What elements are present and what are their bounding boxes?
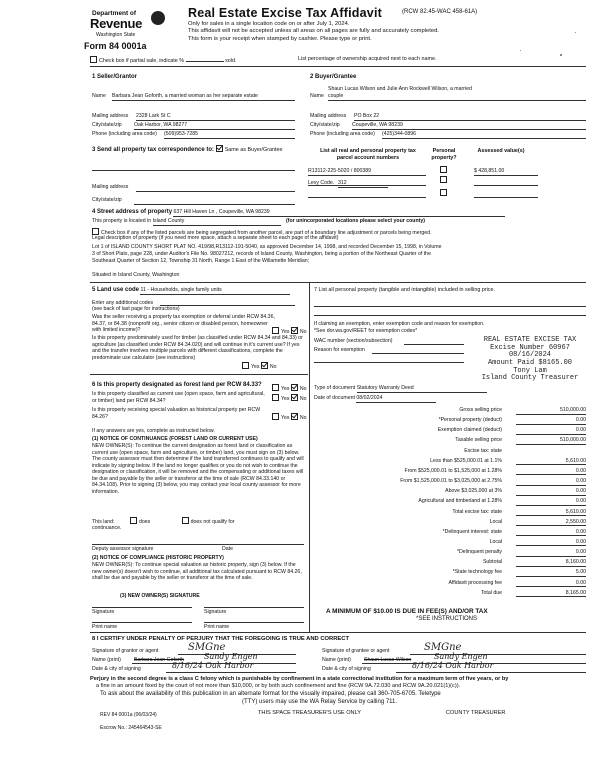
tax-row-label: Total due <box>480 589 502 596</box>
escrow-label: Escrow No.: <box>100 725 127 731</box>
continuance-label: continuance. <box>92 525 122 531</box>
buyer-name-label: Name <box>310 93 324 99</box>
parcel-number-field[interactable]: R13112-225-5020 / 800389 <box>308 168 426 176</box>
owner-print-line-2 <box>204 622 304 623</box>
section5-divider <box>90 374 308 375</box>
tax-row-value[interactable]: 5,610.00 <box>516 458 586 466</box>
timber-question: Is this property predominately used for timber (as classified under RCW 84.34 and 84.33) or agriculture (as classified under RCW 84.34.020) and will continue in it's current use? If yes and the transfer involves multiple parcels with different classifications, complete the predominate use calculator (see instructions) <box>92 335 303 361</box>
notice1-text: NEW OWNER(S): To continue the current designation as forest land or classification as current use (open space, farm and agriculture, or timber) land, you must sign on (3) below. The county assessor must then determine if the land transferred continues to qualify and will indicate by signing below. If the land no longer qualifies or you do not wish to continue the designation or classification, it will be removed and the compensating or additional taxes will be due and payable by the seller or transferor at the time of sale (RCW 84.33.140 or 84.34.108). Prior to signing (3) below, you may contact your local county assessor for more information. <box>92 443 304 495</box>
see-back-note: (see back of last page for instructions) <box>92 306 180 312</box>
tax-row <box>322 458 586 467</box>
grantor-date-label: Date & city of signing <box>92 666 141 672</box>
grantee-date-hand[interactable]: 8/16/24 Oak Harbor <box>412 661 494 670</box>
q6a-yes-checkbox[interactable] <box>272 384 279 391</box>
section7-line-1 <box>314 306 586 307</box>
deputy-sig-label: Deputy assessor signature <box>92 546 154 552</box>
grantee-date-line <box>396 672 586 673</box>
section4-heading: 4 Street address of property <box>92 209 173 215</box>
section4-divider <box>90 282 586 283</box>
grantor-print-hand[interactable]: Sandy Engen <box>204 652 258 661</box>
reason-line <box>372 353 464 354</box>
tax-row-label: Local <box>489 518 502 525</box>
doc-date-label: Date of document <box>314 395 355 401</box>
seller-name-field[interactable]: Barbara Jean Goforth, a married woman as her separate estate <box>112 93 295 101</box>
column-divider <box>309 282 310 632</box>
owner-print-line-1 <box>92 622 192 623</box>
county-treasurer-label: COUNTY TREASURER <box>446 710 506 716</box>
see-instructions: *SEE INSTRUCTIONS <box>416 616 478 622</box>
located-row <box>92 218 425 226</box>
q6a-no-label: No <box>299 386 307 392</box>
located-county-field[interactable]: Island County <box>153 218 281 226</box>
tax-row-label: Gross selling price <box>459 407 502 413</box>
owner-sig-line-1 <box>92 607 192 608</box>
tax-row <box>322 498 586 507</box>
tax-row-value[interactable]: 0.00 <box>516 498 586 506</box>
tax-row-value[interactable]: 5,610.00 <box>516 509 586 517</box>
answer-note: If any answers are yes, complete as instructed below. <box>92 428 215 434</box>
owner-signature-label-2: Signature <box>204 609 227 615</box>
perjury-line1: Perjury in the second degree is a class C felony which is punishable by confinement in a state correctional institution for a maximum term of five years, or by <box>90 676 509 682</box>
partial-sale-row <box>90 56 237 65</box>
owner-print-label-1: Print name <box>92 624 118 630</box>
street-address-field[interactable]: 637 Hill Haven Ln , Coupeville, WA 98239 <box>173 209 505 217</box>
tax-row <box>322 590 586 599</box>
parcel-line-3 <box>308 197 426 198</box>
tax-row-label: Excise tax: state <box>464 447 502 454</box>
section3-city-line <box>134 204 295 205</box>
grantee-date-label: Date & city of signing <box>322 666 371 672</box>
grantee-print-hand[interactable]: Sandy Engen <box>434 652 488 661</box>
segregated-checkbox[interactable] <box>92 228 99 235</box>
seller-phone-label: Phone (including area code) <box>92 131 157 137</box>
deputy-sig-line <box>92 544 304 545</box>
tax-row-value[interactable]: 2,550.00 <box>516 519 586 527</box>
tax-row-label: *Delinquent penalty <box>457 549 502 556</box>
doc-type-field[interactable]: Statutory Warranty Deed <box>357 385 487 393</box>
q6a-yes-label: Yes <box>281 386 290 392</box>
doc-date-field[interactable]: 08/02/2024 <box>356 395 436 403</box>
tax-row-label: Affidavit processing fee <box>448 579 502 586</box>
tax-row <box>322 427 586 436</box>
tax-row-value[interactable]: 0.00 <box>516 427 586 435</box>
partial-sale-label: Check box if partial sale, indicate % <box>99 58 185 64</box>
section4-street-row <box>92 209 505 217</box>
tax-row <box>322 569 586 578</box>
q6b-no-label: No <box>299 396 307 402</box>
buyer-city-label: City/state/zip <box>310 122 340 128</box>
section3-heading-text: 3 Send all property tax correspondence to: <box>92 147 215 153</box>
request-line1: To ask about the availability of this publication in an alternate format for the visually impaired, please call 360-705-6705. Teletype <box>100 691 441 697</box>
sold-label: sold. <box>225 58 237 64</box>
tax-row-label: *Delinquent interest: state <box>442 528 502 535</box>
personal-property-checkbox-2[interactable] <box>440 176 447 183</box>
buyer-mailing-field[interactable]: PO Box 22 <box>354 113 586 121</box>
stamp-line6: Island County Treasurer <box>481 374 579 383</box>
owner-print-label-2: Print name <box>204 624 230 630</box>
section7-line-2 <box>314 315 586 316</box>
section7-heading: 7 List all personal property (tangible and intangible) included in selling price. <box>314 287 495 293</box>
header-note3: This form is your receipt when stamped by cashier. Please type or print. <box>188 36 372 42</box>
q2-yes-label: Yes <box>251 364 260 370</box>
grantor-name-label: Name (print) <box>92 657 121 663</box>
unincorporated-note: (for unincorporated locations please select your county) <box>286 218 425 224</box>
tax-row <box>322 580 586 589</box>
request-line2: (TTY) users may use the WA Relay Service by calling 711. <box>242 699 398 705</box>
tax-row-value[interactable]: 0.00 <box>516 539 586 547</box>
grantee-name-field[interactable]: Shaun Lucas Wilson <box>364 657 412 663</box>
rcw-reference: (RCW 82.45-WAC 458-61A) <box>402 9 478 15</box>
tax-row-label: Agricultural and timberland at 1.28% <box>418 498 502 505</box>
section6-heading: 6 Is this property designated as forest land per RCW 84.33? <box>92 382 262 388</box>
scan-speck <box>520 50 521 51</box>
notice2-text: NEW OWNER(S): To continue special valuation as historic property, sign (3) below. If the new owner(s) doesn't wish to continue, all additional tax calculated pursuant to RCW 84.26, shall be due and payable by the seller or transferor at the time of sale. <box>92 562 302 581</box>
exemption-question: Was the seller receiving a property tax exemption or deferral under RCW 84.36, 84.37, or 84.38 (nonprofit org., senior citizen or disabled person, homeowner with limited income)? <box>92 314 275 333</box>
tax-row-value[interactable]: 0.00 <box>516 468 586 476</box>
tax-row-value[interactable]: 0.00 <box>516 478 586 486</box>
grantee-signature[interactable]: SMGne <box>424 642 462 653</box>
doc-date-row <box>314 395 436 403</box>
legal-line3: Southeast Quarter of Section 12, Township 31 North, Range 1 East of the Willamette Meridian; <box>92 258 310 264</box>
tax-row-label: From $1,525,000.01 to $3,025,000 at 2.75% <box>400 478 502 485</box>
stamp-line4: Amount Paid $8165.00 <box>487 359 572 368</box>
tax-row-label: *Personal property (deduct) <box>438 417 502 424</box>
tax-row-value[interactable]: 8,165.00 <box>516 590 586 598</box>
reason-label: Reason for exemption <box>314 347 365 353</box>
treasurer-use-label: THIS SPACE TREASURER'S USE ONLY <box>258 710 362 716</box>
grantor-signature[interactable]: SMGne <box>188 642 226 653</box>
agency-line3: Washington State <box>96 32 136 38</box>
owner-signature-label-1: Signature <box>92 609 115 615</box>
stamp-line1: REAL ESTATE EXCISE TAX <box>483 336 577 344</box>
tax-row <box>322 407 586 416</box>
grantor-date-hand[interactable]: 8/16/24 Oak Harbor <box>172 661 254 670</box>
form-title: Real Estate Excise Tax Affidavit <box>188 6 382 20</box>
buyer-name-line1: Shaun Lucas Wilson and Julie Ann Rockwell Wilson, a married <box>328 86 472 92</box>
q6b-yes-checkbox[interactable] <box>272 394 279 401</box>
this-land-label: This land: <box>92 519 115 525</box>
buyer-name-field[interactable]: couple <box>328 93 586 101</box>
assessed-line-3 <box>474 197 538 198</box>
tax-row-label: Taxable selling price <box>455 437 502 444</box>
perjury-line2: a fine in an amount fixed by the court of not more than $10,000, or by both such confinement and fine (RCW 9A.72.030 and RCW 9A.20.021(1)(c)). <box>96 683 461 689</box>
grantee-name-label: Name (print) <box>322 657 351 663</box>
legal-line4: Situated in Island County, Washington <box>92 272 180 278</box>
doc-type-label: Type of document <box>314 385 356 391</box>
buyer-city-field[interactable]: Coupeville, WA 98239 <box>352 122 586 130</box>
legal-label: Legal description of property (if you need more space, attach a separate sheet to each page of the affidavit) <box>92 235 339 241</box>
personal-property-checkbox-3[interactable] <box>440 189 447 196</box>
q2-answer <box>242 362 277 371</box>
stamp-line2: Excise Number 60967 <box>490 343 570 352</box>
located-label: This property is located in <box>92 218 152 224</box>
additional-codes-label: Enter any additional codes <box>92 300 154 306</box>
current-use-question: Is this property classified as current use (open space, farm and agricultural, or timber) land per RCW 84.34? <box>92 391 265 404</box>
section3-heading <box>92 145 283 155</box>
q6c-no-label: No <box>299 415 307 421</box>
personal-property-checkbox-1[interactable] <box>440 166 447 173</box>
buyer-phone-field[interactable]: (425)344-0896 <box>382 131 586 139</box>
tax-row-label: Less than $525,000.01 at 1.1% <box>430 457 502 464</box>
tax-row <box>322 448 586 457</box>
does-not-checkbox[interactable] <box>182 517 189 524</box>
q1-yes-label: Yes <box>281 329 290 335</box>
legal-line2: 3 of Short Plats, page 228, under Auditor's File No. 98027212, records of Island County, Washington, being a portion of the Northeast Quarter of the <box>92 251 431 257</box>
q1-no-checkbox[interactable] <box>291 327 298 334</box>
seller-heading: 1 Seller/Grantor <box>92 74 138 80</box>
deputy-date-label: Date <box>222 546 233 552</box>
tax-row <box>322 478 586 487</box>
tax-row <box>322 417 586 426</box>
partial-sale-checkbox[interactable] <box>90 56 97 63</box>
section3-city-label: City/state/zip <box>92 197 122 203</box>
tax-row-label: Total excise tax: state <box>452 508 502 515</box>
exemption-instructions: If claiming an exemption, enter exemption code and reason for exemption. *See dor.wa.gov/REET for exemption codes* <box>314 321 485 334</box>
tax-row-value[interactable]: 0.00 <box>516 488 586 496</box>
q6a-answer <box>272 384 307 393</box>
q1-yes-checkbox[interactable] <box>272 327 279 334</box>
notice1-title: (1) NOTICE OF CONTINUANCE (FOREST LAND OR CURRENT USE) <box>92 436 258 442</box>
partial-sale-percent-field[interactable] <box>186 61 224 62</box>
q6c-yes-checkbox[interactable] <box>272 413 279 420</box>
agency-line1: Department of <box>92 10 137 17</box>
legal-line1: Lot 1 of ISLAND COUNTY SHORT PLAT NO. 419/98,R13112-191-5040, as approved December 14, 1998, and recorded December 15, 1998, in Volume <box>92 244 442 250</box>
notice3-title: (3) NEW OWNER(S) SIGNATURE <box>120 593 200 599</box>
stamp-line3: 08/16/2024 <box>508 351 551 360</box>
same-as-buyer-label: Same as Buyer/Grantee <box>224 147 283 153</box>
grantee-sig-label: Signature of grantee or agent <box>322 648 390 654</box>
agency-line2: Revenue <box>90 16 143 31</box>
q6b-answer <box>272 394 307 403</box>
tax-row <box>322 509 586 518</box>
q6b-yes-label: Yes <box>281 396 290 402</box>
tax-row-value[interactable]: 0.00 <box>516 417 586 425</box>
ownership-label: List percentage of ownership acquired next to each name. <box>298 56 437 62</box>
assessed-column-header: Assessed value(s) <box>477 148 525 154</box>
header-note2: This affidavit will not be accepted unless all areas on all pages are fully and accurately completed. <box>188 28 439 34</box>
q6c-yes-label: Yes <box>281 415 290 421</box>
additional-codes-line <box>160 305 295 306</box>
section5-row <box>92 287 290 295</box>
historic-question: Is this property receiving special valuation as historical property per RCW 84.26? <box>92 407 261 420</box>
q2-yes-checkbox[interactable] <box>242 362 249 369</box>
section5-heading: 5 Land use code <box>92 287 140 293</box>
does-not-label: does not qualify for <box>190 519 235 525</box>
same-as-buyer-checkbox[interactable] <box>216 145 223 152</box>
tax-row-value[interactable]: 5.00 <box>516 569 586 577</box>
seller-city-field[interactable]: Oak Harbor, WA 98277 <box>134 122 295 130</box>
section3-mailing-label: Mailing address <box>92 184 129 190</box>
stamp-line5: Tony Lam <box>513 366 547 375</box>
tax-row-value[interactable]: 8,160.00 <box>516 559 586 567</box>
tax-row <box>322 488 586 497</box>
revenue-logo-icon <box>151 11 165 25</box>
does-label: does <box>138 519 151 525</box>
levy-code-label: Levy Code. <box>308 180 335 186</box>
does-checkbox[interactable] <box>130 517 137 524</box>
grantor-date-line <box>166 672 296 673</box>
tax-row <box>322 468 586 477</box>
seller-name-label: Name <box>92 93 106 99</box>
parcel-column-header: List all real and personal property tax parcel account numbers <box>320 148 416 161</box>
minimum-notice: A MINIMUM OF $10.00 IS DUE IN FEE(S) AND/OR TAX <box>326 608 488 615</box>
owner-sig-line-2 <box>204 607 304 608</box>
tax-row-label: Exemption claimed (deduct) <box>437 427 502 434</box>
q6c-no-checkbox[interactable] <box>291 413 298 420</box>
grantor-name-field[interactable]: Barbara Jean Goforth <box>134 657 184 663</box>
tax-row <box>322 437 586 446</box>
wac-line <box>404 344 464 345</box>
tax-row-label: From $525,000.01 to $1,525,000 at 1.28% <box>404 467 502 474</box>
q6c-answer <box>272 413 307 422</box>
escrow-row <box>100 725 162 731</box>
tax-row-value[interactable]: 0.00 <box>516 529 586 537</box>
personal-column-header: Personal property? <box>431 148 457 161</box>
tax-row-label: Subtotal <box>482 559 502 566</box>
tax-row-value[interactable]: 510,000.00 <box>516 437 586 445</box>
section3-mailing-line <box>136 191 295 192</box>
q2-no-label: No <box>269 364 277 370</box>
tax-row-label: Above $3,025,000 at 3% <box>445 488 502 495</box>
tax-row <box>322 539 586 548</box>
grantor-sig-label: Signature of grantor or agent <box>92 648 159 654</box>
tax-row-label: Local <box>489 538 502 545</box>
section3-line1 <box>92 170 295 171</box>
tax-row-label: *State technology fee <box>452 569 502 576</box>
q6b-no-checkbox[interactable] <box>291 394 298 401</box>
q2-no-checkbox[interactable] <box>261 362 268 369</box>
seller-city-label: City/state/zip <box>92 122 122 128</box>
scan-speck <box>575 32 576 33</box>
seller-mailing-label: Mailing address <box>92 113 129 119</box>
q6a-no-checkbox[interactable] <box>291 384 298 391</box>
rev-label: REV 84 0001a (06/03/24) <box>100 712 157 718</box>
doc-type-row <box>314 385 487 393</box>
buyer-mailing-label: Mailing address <box>310 113 347 119</box>
assessed-line-2 <box>474 185 538 186</box>
form-number: Form 84 0001a <box>84 41 147 51</box>
tax-row <box>322 529 586 538</box>
tax-row <box>322 519 586 528</box>
header-divider <box>90 66 586 67</box>
seller-mailing-field[interactable]: 2328 Lark St C <box>136 113 295 121</box>
treasurer-stamp <box>472 337 588 383</box>
tax-row-value[interactable]: 0.00 <box>516 580 586 588</box>
land-use-code-field[interactable]: 11 - Households, single family units <box>140 287 290 295</box>
buyer-heading: 2 Buyer/Grantee <box>310 74 357 80</box>
assessed-value-field[interactable]: $ 428,851.00 <box>474 168 538 176</box>
wac-label: WAC number (section/subsection) <box>314 338 393 344</box>
tax-row-value[interactable]: 510,000.00 <box>516 407 586 415</box>
section8-divider <box>90 632 586 633</box>
escrow-number: 245464543-SE <box>128 725 162 731</box>
segregated-label: Check box if any of the listed parcels are being segregated from another parcel, are part of a boundary line adjustment or parcels being merged. <box>101 230 432 236</box>
levy-code-field[interactable]: 312 <box>338 180 388 188</box>
reason-line-2 <box>314 362 464 363</box>
q1-no-label: No <box>299 329 307 335</box>
seller-phone-field[interactable]: (509)953-7285 <box>164 131 295 139</box>
tax-row <box>322 559 586 568</box>
tax-row-value[interactable]: 0.00 <box>516 549 586 557</box>
section8-heading: 8 I CERTIFY UNDER PENALTY OF PERJURY THAT THE FOREGOING IS TRUE AND CORRECT <box>92 636 350 642</box>
buyer-phone-label: Phone (including area code) <box>310 131 375 137</box>
scan-speck <box>560 54 562 56</box>
tax-row <box>322 549 586 558</box>
header-note1: Only for sales in a single location code on or after July 1, 2024. <box>188 21 350 27</box>
notice2-title: (2) NOTICE OF COMPLIANCE (HISTORIC PROPERTY) <box>92 555 224 561</box>
agency-logo <box>86 8 176 56</box>
